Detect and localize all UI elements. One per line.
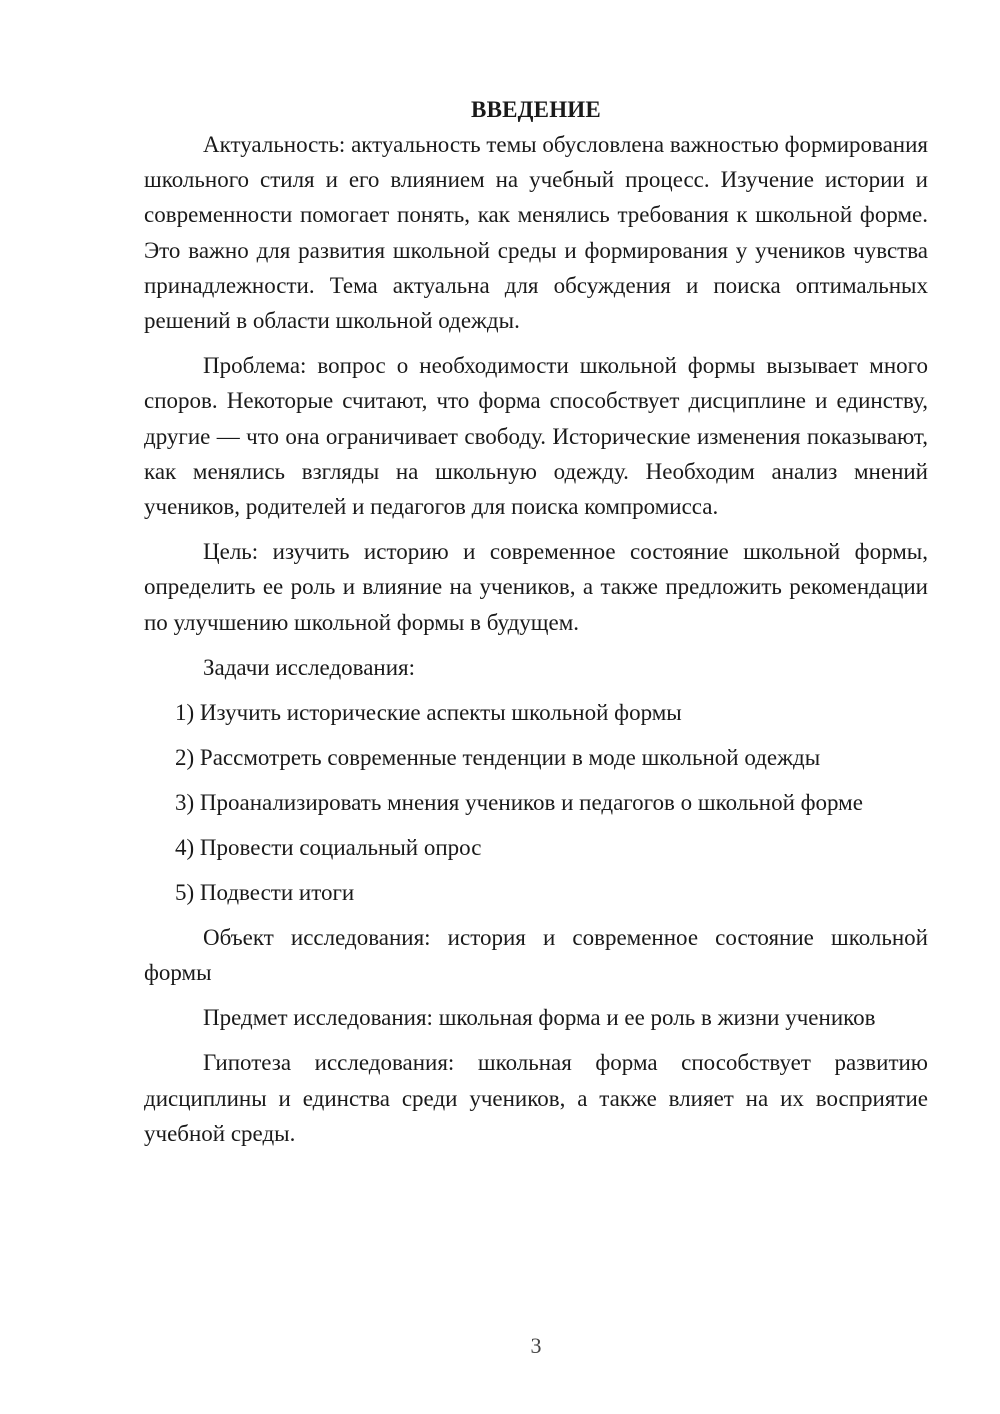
document-page bbox=[144, 92, 928, 1161]
task-item: 1) Изучить исторические аспекты школьной формы bbox=[175, 699, 682, 725]
section-title: ВВЕДЕНИЕ bbox=[471, 97, 601, 122]
object-paragraph: Объект исследования: история и современное состояние школьной формы bbox=[144, 924, 928, 986]
relevance-paragraph: Актуальность: актуальность темы обусловлена важностью формирования школьного стиля и его влиянием на учебный процесс. Изучение истории и современности помогает понять, как менялись требования к школьной форме. Это важно для развития школьной среды и формирования у учеников чувства принадлежности. Тема актуальна для обсуждения и поиска оптимальных решений в области школьной одежды. bbox=[144, 132, 928, 334]
task-item: 5) Подвести итоги bbox=[175, 879, 355, 905]
subject-paragraph: Предмет исследования: школьная форма и ее роль в жизни учеников bbox=[203, 1005, 876, 1031]
task-item: 2) Рассмотреть современные тенденции в моде школьной одежды bbox=[175, 744, 821, 770]
goal-paragraph: Цель: изучить историю и современное состояние школьной формы, определить ее роль и влияние на учеников, а также предложить рекомендации по улучшению школьной формы в будущем. bbox=[144, 539, 928, 635]
page-number: 3 bbox=[530, 1333, 542, 1358]
task-item: 4) Провести социальный опрос bbox=[175, 834, 482, 860]
task-item: 3) Проанализировать мнения учеников и педагогов о школьной форме bbox=[175, 789, 863, 815]
problem-paragraph: Проблема: вопрос о необходимости школьной формы вызывает много споров. Некоторые считают, что форма способствует дисциплине и единству, другие — что она ограничивает свободу. Исторические изменения показывают, как менялись взгляды на школьную одежду. Необходим анализ мнений учеников, родителей и педагогов для поиска компромисса. bbox=[144, 353, 928, 520]
hypothesis-paragraph: Гипотеза исследования: школьная форма способствует развитию дисциплины и единства среди учеников, а также влияет на их восприятие учебной среды. bbox=[144, 1050, 928, 1146]
tasks-list bbox=[144, 695, 928, 910]
tasks-heading: Задачи исследования: bbox=[203, 654, 416, 680]
